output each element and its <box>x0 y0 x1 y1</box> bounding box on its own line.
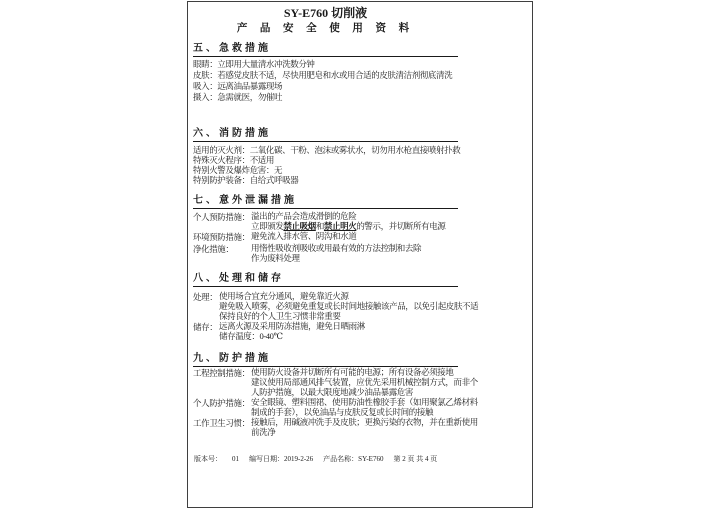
row-eyes <box>193 59 458 70</box>
footer-date: 编写日期：2019-2-26 <box>249 455 314 463</box>
row-text: 自给式呼吸器 <box>249 175 299 185</box>
row-protective-equipment <box>193 175 458 185</box>
msds-page <box>187 1 533 508</box>
row-label: 摄入： <box>193 92 218 102</box>
row-value <box>251 243 421 263</box>
row-text: 立即用大量清水冲洗数分钟 <box>217 59 315 69</box>
section-body <box>193 367 478 437</box>
footer-version-value: 01 <box>232 455 239 463</box>
row-label: 吸入： <box>193 81 218 91</box>
row-ingestion <box>193 92 458 103</box>
row-label: 净化措施： <box>193 244 234 254</box>
no-open-flame-warning: 禁止明火 <box>323 221 357 231</box>
row-label: 适用的灭火剂： <box>193 145 250 155</box>
row-value <box>251 367 478 397</box>
section-protection <box>193 353 478 437</box>
row-extinguishing-media <box>193 145 461 155</box>
section-heading: 七、意外泄漏措施 <box>193 195 458 209</box>
document-title: SY-E760 切削液 <box>283 6 368 20</box>
row-special-procedure <box>193 155 458 165</box>
document-subtitle: 产 品 安 全 使 用 资 料 <box>236 23 415 34</box>
row-value <box>251 231 356 243</box>
value-line: 前洗净 <box>251 427 276 437</box>
value-line: 远离火源及采用防冻措施，避免日晒雨淋 <box>219 321 365 331</box>
section-accidental-release <box>193 195 458 263</box>
value-line: 保持良好的个人卫生习惯非常重要 <box>219 311 341 321</box>
value-line: 建议使用局部通风排气装置，应优先采用机械控制方式，而非个 <box>251 377 478 387</box>
row-text: 若感觉皮肤不适，尽快用肥皂和水或用合适的皮肤清洁剂彻底清洗 <box>217 70 453 80</box>
section-heading: 五、急救措施 <box>193 43 458 57</box>
row-label: 特别防护装备： <box>193 175 250 185</box>
row-storage <box>193 321 458 341</box>
row-handling <box>193 291 479 321</box>
value-line-warning <box>251 221 445 231</box>
row-label: 个人预防措施： <box>193 212 250 222</box>
row-engineering-controls <box>193 367 478 397</box>
value-line: 避免流入排水管、阴沟和水道 <box>251 231 357 241</box>
row-value <box>251 417 478 437</box>
row-explosion-hazard <box>193 165 458 175</box>
page-footer <box>194 454 454 464</box>
row-value <box>251 397 478 417</box>
value-line: 用惰性吸收剂吸收或用最有效的方法控制和去除 <box>251 243 422 253</box>
row-label: 特别火警及爆炸危害： <box>193 165 275 175</box>
row-value <box>219 321 365 341</box>
value-line: 人防护措施，以最大限度地减少油品暴露危害 <box>251 387 414 397</box>
section-handling-storage <box>193 273 479 341</box>
row-personal-protection <box>193 397 478 417</box>
row-label: 眼睛： <box>193 59 218 69</box>
row-label: 皮肤： <box>193 70 218 80</box>
section-heading: 九、防护措施 <box>193 353 458 367</box>
footer-product-name: 产品名称：SY-E760 <box>323 455 384 463</box>
section-body <box>193 145 461 185</box>
row-label: 个人防护措施： <box>193 398 250 408</box>
value-line: 使用防火设备并切断所有可能的电源；所有设备必须接地 <box>251 367 454 377</box>
value-line: 制成的手套），以免油品与皮肤反复或长时间的接触 <box>251 407 434 417</box>
row-label: 工作卫生习惯： <box>193 418 250 428</box>
row-text: 急需就医，勿催吐 <box>217 92 283 102</box>
row-text: 无 <box>274 165 283 175</box>
page-content <box>193 6 479 437</box>
row-value <box>219 291 478 321</box>
row-text: 不适用 <box>249 155 275 165</box>
row-label: 储存： <box>193 322 218 332</box>
footer-version-label: 版本号： <box>194 455 222 463</box>
row-inhalation <box>193 81 458 92</box>
section-body <box>193 291 479 341</box>
row-skin <box>193 70 458 81</box>
no-smoking-warning: 禁止吸烟 <box>283 221 316 231</box>
section-fire-fighting <box>193 128 461 185</box>
row-environmental-precautions <box>193 231 458 243</box>
value-line: 溢出的产品会造成滑倒的危险 <box>251 211 357 221</box>
section-heading: 八、处理和储存 <box>193 273 458 287</box>
row-label: 工程控制措施： <box>193 368 250 378</box>
row-work-hygiene <box>193 417 478 437</box>
value-line: 接触后，用碱液冲洗手及皮肤；更换污染的衣物，并在重新使用 <box>251 417 478 427</box>
footer-page-number: 第 2 页 共 4 页 <box>393 455 438 463</box>
row-label: 处理： <box>193 292 218 302</box>
section-heading: 六、消防措施 <box>193 128 458 142</box>
value-line: 安全眼镜、塑料围裙、使用防油性橡胶手套（如用聚氯乙烯材料 <box>251 397 478 407</box>
row-text: 二氧化碳、干粉、泡沫或雾状水，切勿用水枪直接喷射扑救 <box>249 145 461 155</box>
row-value <box>251 211 445 231</box>
section-body <box>193 211 458 263</box>
row-personal-precautions <box>193 211 458 231</box>
value-line: 使用场合宜充分通风，避免靠近火源 <box>219 291 349 301</box>
section-first-aid <box>193 43 458 103</box>
value-line-storage-temp: 储存温度：0-40℃ <box>219 331 283 341</box>
warning-text: 和 <box>315 221 324 231</box>
value-line: 避免吸入喷雾，必须避免重复或长时间地接触该产品，以免引起皮肤不适 <box>219 301 479 311</box>
warning-text: 立即颁发 <box>251 221 284 231</box>
row-cleanup-measures <box>193 243 458 263</box>
warning-text: 的警示，并切断所有电源 <box>356 221 446 231</box>
row-label: 特殊灭火程序： <box>193 155 250 165</box>
row-text: 远离油品暴露现场 <box>217 81 283 91</box>
section-body <box>193 59 458 103</box>
row-label: 环境预防措施： <box>193 232 250 242</box>
value-line: 作为废料处理 <box>251 253 300 263</box>
